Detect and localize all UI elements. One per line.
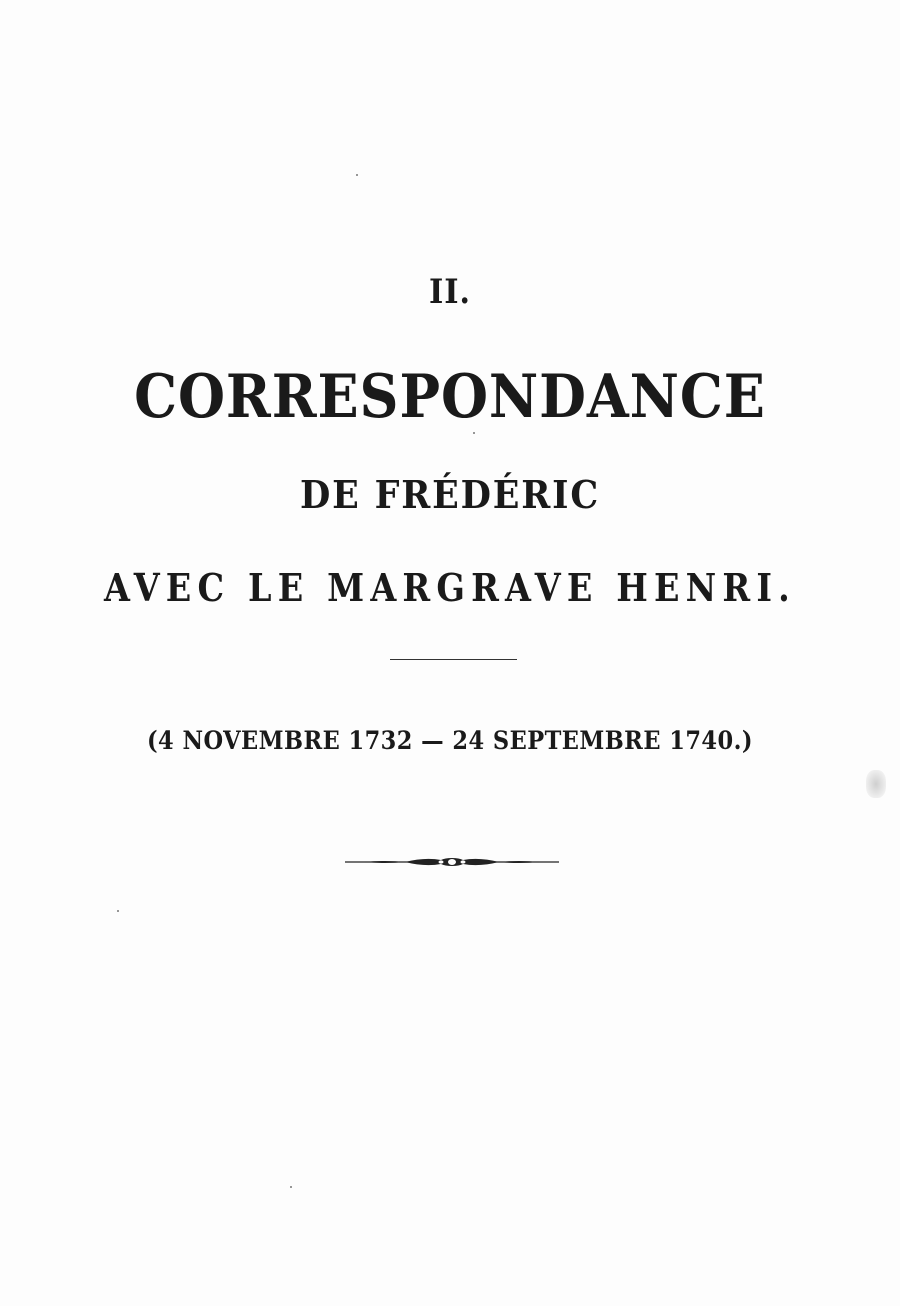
- separator-rule: [390, 659, 517, 660]
- date-range: (4 NOVEMBRE 1732 — 24 SEPTEMBRE 1740.): [146, 726, 754, 755]
- paper-speck: [356, 174, 358, 176]
- decorative-rule-ornament-icon: [345, 852, 559, 872]
- subtitle-line-1: DE FRÉDÉRIC: [299, 472, 601, 517]
- subtitle-line-2: AVEC LE MARGRAVE HENRI.: [104, 565, 796, 610]
- page-title: CORRESPONDANCE: [134, 362, 766, 432]
- paper-speck: [290, 1186, 292, 1188]
- paper-smudge: [866, 770, 886, 798]
- part-number: II.: [429, 272, 471, 312]
- paper-speck: [473, 432, 475, 434]
- paper-speck: [117, 910, 119, 912]
